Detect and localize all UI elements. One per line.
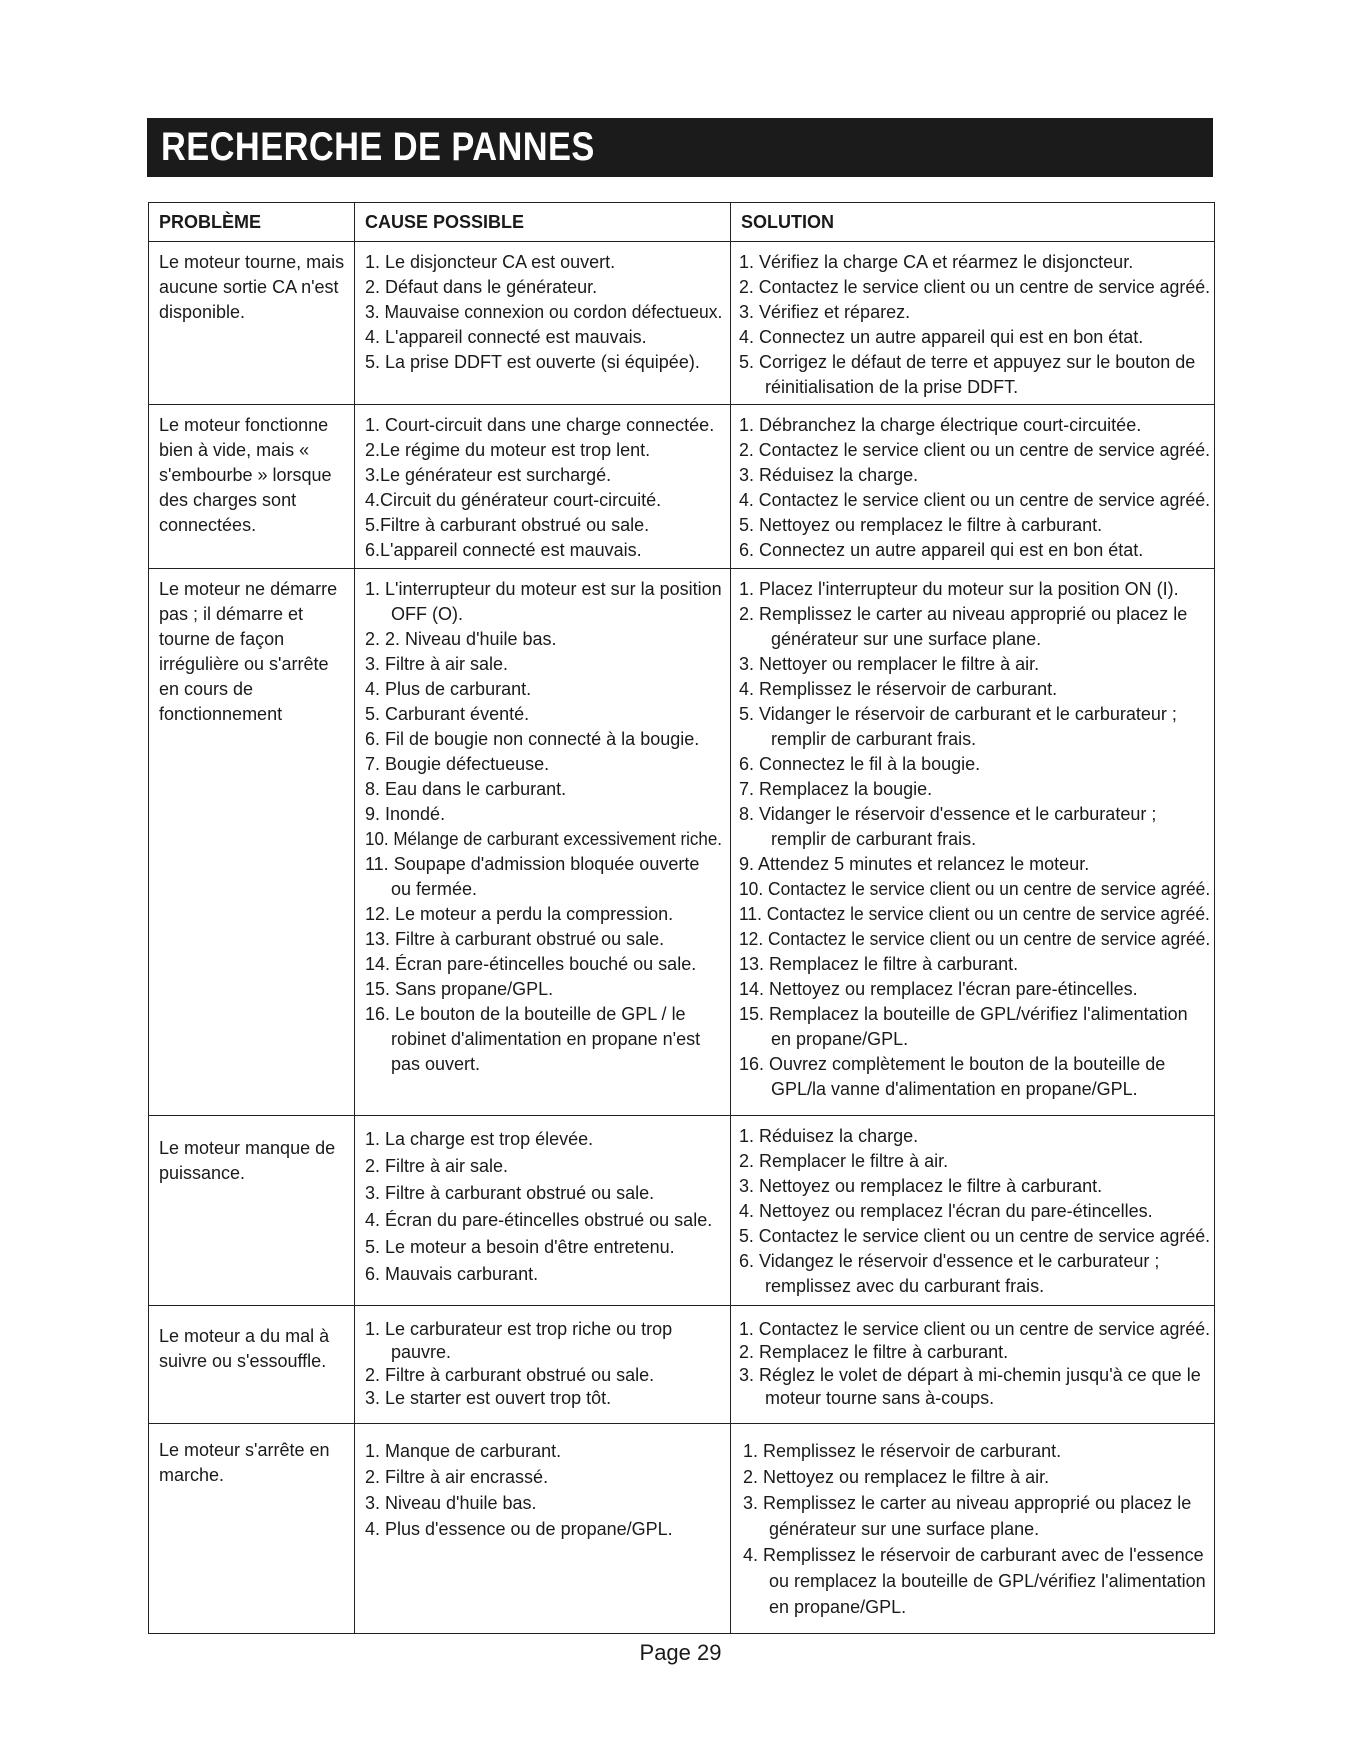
list-item: 1. Remplissez le réservoir de carburant. [743, 1441, 1062, 1461]
list-item: 2. 2. Niveau d'huile bas. [365, 629, 557, 649]
solution-list [743, 1438, 1212, 1620]
list-item: 2. Défaut dans le générateur. [365, 277, 598, 297]
cause-cell [355, 242, 731, 405]
page-title: RECHERCHE DE PANNES [161, 125, 595, 169]
list-item: 16. Le bouton de la bouteille de GPL / le robinet d'alimentation en propane n'est pas ouvert. [365, 1004, 701, 1074]
list-item: 6. Mauvais carburant. [365, 1264, 539, 1284]
list-item: 3.Le générateur est surchargé. [365, 465, 612, 485]
list-item: 1. Réduisez la charge. [739, 1126, 919, 1146]
problem-cell: Le moteur s'arrête en marche. [149, 1424, 355, 1634]
list-item: 5. Le moteur a besoin d'être entretenu. [365, 1237, 675, 1257]
list-item: 1. L'interrupteur du moteur est sur la position OFF (O). [365, 579, 722, 624]
solution-list [739, 1318, 1212, 1410]
list-item: 14. Écran pare-étincelles bouché ou sale. [365, 954, 697, 974]
list-item: 5. La prise DDFT est ouverte (si équipée). [365, 352, 700, 372]
problem-cell: Le moteur fonctionne bien à vide, mais « s'embourbe » lorsque des charges sont connectées. [149, 405, 355, 569]
list-item: 1. Vérifiez la charge CA et réarmez le disjoncteur. [739, 252, 1134, 272]
cause-list [365, 1126, 724, 1288]
list-item: 4. Contactez le service client ou un centre de service agréé. [739, 490, 1211, 510]
list-item: 4. Remplissez le réservoir de carburant avec de l'essence ou remplacez la bouteille de GPL/vérifiez l'alimentation en propane/GPL. [743, 1545, 1206, 1617]
solution-cell [731, 405, 1215, 569]
cause-list [365, 1438, 724, 1542]
list-item: 1. Débranchez la charge électrique court-circuitée. [739, 415, 1142, 435]
list-item: 15. Sans propane/GPL. [365, 979, 554, 999]
list-item: 9. Attendez 5 minutes et relancez le moteur. [739, 854, 1090, 874]
list-item: 3. Filtre à air sale. [365, 654, 509, 674]
list-item: 2. Remplacez le filtre à carburant. [739, 1342, 1009, 1362]
list-item: 3. Nettoyer ou remplacer le filtre à air. [739, 654, 1040, 674]
list-item: 5. Nettoyez ou remplacez le filtre à carburant. [739, 515, 1103, 535]
table-row [149, 569, 1215, 1116]
cause-list [365, 413, 724, 563]
list-item: 1. Placez l'interrupteur du moteur sur la position ON (I). [739, 579, 1179, 599]
list-item: 5. Carburant éventé. [365, 704, 530, 724]
list-item: 3. Niveau d'huile bas. [365, 1493, 537, 1513]
list-item: 1. La charge est trop élevée. [365, 1129, 594, 1149]
problem-cell: Le moteur tourne, mais aucune sortie CA n'est disponible. [149, 242, 355, 405]
list-item: 1. Le carburateur est trop riche ou trop pauvre. [365, 1319, 673, 1362]
problem-cell: Le moteur manque de puissance. [149, 1116, 355, 1306]
table-row [149, 1306, 1215, 1424]
cause-cell [355, 1306, 731, 1424]
list-item: 8. Vidanger le réservoir d'essence et le carburateur ; remplir de carburant frais. [739, 804, 1157, 849]
list-item: 6. Fil de bougie non connecté à la bougie. [365, 729, 700, 749]
list-item: 9. Inondé. [365, 804, 446, 824]
list-item: 1. Contactez le service client ou un centre de service agréé. [739, 1319, 1211, 1339]
list-item: 11. Contactez le service client ou un centre de service agréé. [739, 904, 1210, 924]
solution-cell [731, 569, 1215, 1116]
header-cause: CAUSE POSSIBLE [355, 203, 731, 242]
list-item: 4. Nettoyez ou remplacez l'écran du pare-étincelles. [739, 1201, 1153, 1221]
list-item: 6. Connectez un autre appareil qui est en bon état. [739, 540, 1144, 560]
list-item: 13. Filtre à carburant obstrué ou sale. [365, 929, 665, 949]
table-row [149, 1424, 1215, 1634]
cause-cell [355, 405, 731, 569]
list-item: 2. Filtre à air encrassé. [365, 1467, 549, 1487]
list-item: 3. Filtre à carburant obstrué ou sale. [365, 1183, 655, 1203]
list-item: 6.L'appareil connecté est mauvais. [365, 540, 642, 560]
problem-cell: Le moteur ne démarre pas ; il démarre et tourne de façon irrégulière ou s'arrête en cours de fonctionnement [149, 569, 355, 1116]
solution-list [739, 250, 1212, 400]
cause-cell [355, 1116, 731, 1306]
list-item: 7. Remplacez la bougie. [739, 779, 933, 799]
list-item: 3. Nettoyez ou remplacez le filtre à carburant. [739, 1176, 1103, 1196]
list-item: 4. Connectez un autre appareil qui est en bon état. [739, 327, 1144, 347]
solution-cell [731, 1306, 1215, 1424]
list-item: 2. Filtre à air sale. [365, 1156, 509, 1176]
solution-list [739, 577, 1212, 1102]
list-item: 3. Le starter est ouvert trop tôt. [365, 1388, 612, 1408]
title-banner [147, 118, 1213, 177]
solution-list [739, 1124, 1212, 1299]
list-item: 8. Eau dans le carburant. [365, 779, 567, 799]
troubleshooting-table [148, 202, 1215, 1634]
solution-cell [731, 1116, 1215, 1306]
list-item: 12. Contactez le service client ou un centre de service agréé. [739, 929, 1211, 949]
list-item: 2. Filtre à carburant obstrué ou sale. [365, 1365, 655, 1385]
list-item: 16. Ouvrez complètement le bouton de la bouteille de GPL/la vanne d'alimentation en propane/GPL. [739, 1054, 1166, 1099]
list-item: 2. Contactez le service client ou un centre de service agréé. [739, 277, 1211, 297]
problem-cell: Le moteur a du mal à suivre ou s'essouffle. [149, 1306, 355, 1424]
list-item: 3. Réglez le volet de départ à mi-chemin jusqu'à ce que le moteur tourne sans à-coups. [739, 1365, 1201, 1408]
solution-cell [731, 242, 1215, 405]
cause-cell [355, 1424, 731, 1634]
cause-list [365, 577, 724, 1077]
list-item: 5. Vidanger le réservoir de carburant et le carburateur ; remplir de carburant frais. [739, 704, 1177, 749]
list-item: 15. Remplacez la bouteille de GPL/vérifiez l'alimentation en propane/GPL. [739, 1004, 1188, 1049]
list-item: 7. Bougie défectueuse. [365, 754, 550, 774]
list-item: 11. Soupape d'admission bloquée ouverte ou fermée. [365, 854, 700, 899]
list-item: 10. Mélange de carburant excessivement riche. [365, 829, 723, 849]
list-item: 1. Court-circuit dans une charge connectée. [365, 415, 715, 435]
list-item: 2. Nettoyez ou remplacez le filtre à air. [743, 1467, 1050, 1487]
list-item: 3. Réduisez la charge. [739, 465, 919, 485]
list-item: 4. Plus de carburant. [365, 679, 532, 699]
solution-cell [731, 1424, 1215, 1634]
list-item: 5. Corrigez le défaut de terre et appuyez sur le bouton de réinitialisation de la prise DDFT. [739, 352, 1196, 397]
list-item: 14. Nettoyez ou remplacez l'écran pare-étincelles. [739, 979, 1138, 999]
header-solution: SOLUTION [731, 203, 1215, 242]
list-item: 3. Remplissez le carter au niveau approprié ou placez le générateur sur une surface plane. [743, 1493, 1192, 1539]
list-item: 4. L'appareil connecté est mauvais. [365, 327, 647, 347]
header-problem: PROBLÈME [149, 203, 355, 242]
list-item: 2. Contactez le service client ou un centre de service agréé. [739, 440, 1211, 460]
table-row [149, 1116, 1215, 1306]
list-item: 5. Contactez le service client ou un centre de service agréé. [739, 1226, 1211, 1246]
list-item: 10. Contactez le service client ou un centre de service agréé. [739, 879, 1211, 899]
list-item: 12. Le moteur a perdu la compression. [365, 904, 674, 924]
table-row [149, 242, 1215, 405]
list-item: 4.Circuit du générateur court-circuité. [365, 490, 662, 510]
cause-list [365, 250, 724, 375]
cause-cell [355, 569, 731, 1116]
list-item: 4. Remplissez le réservoir de carburant. [739, 679, 1058, 699]
list-item: 2. Remplissez le carter au niveau approprié ou placez le générateur sur une surface plane. [739, 604, 1188, 649]
table-row [149, 405, 1215, 569]
list-item: 6. Connectez le fil à la bougie. [739, 754, 981, 774]
cause-list [365, 1318, 724, 1410]
list-item: 1. Manque de carburant. [365, 1441, 562, 1461]
list-item: 2. Remplacer le filtre à air. [739, 1151, 949, 1171]
list-item: 3. Mauvaise connexion ou cordon défectueux. [365, 302, 723, 322]
list-item: 5.Filtre à carburant obstrué ou sale. [365, 515, 650, 535]
list-item: 13. Remplacez le filtre à carburant. [739, 954, 1019, 974]
page-number: Page 29 [639, 1640, 722, 1665]
solution-list [739, 413, 1212, 563]
list-item: 4. Plus d'essence ou de propane/GPL. [365, 1519, 673, 1539]
list-item: 2.Le régime du moteur est trop lent. [365, 440, 651, 460]
list-item: 6. Vidangez le réservoir d'essence et le carburateur ; remplissez avec du carburant frais. [739, 1251, 1160, 1296]
table-header-row [149, 203, 1215, 242]
list-item: 4. Écran du pare-étincelles obstrué ou sale. [365, 1210, 713, 1230]
list-item: 1. Le disjoncteur CA est ouvert. [365, 252, 616, 272]
list-item: 3. Vérifiez et réparez. [739, 302, 911, 322]
